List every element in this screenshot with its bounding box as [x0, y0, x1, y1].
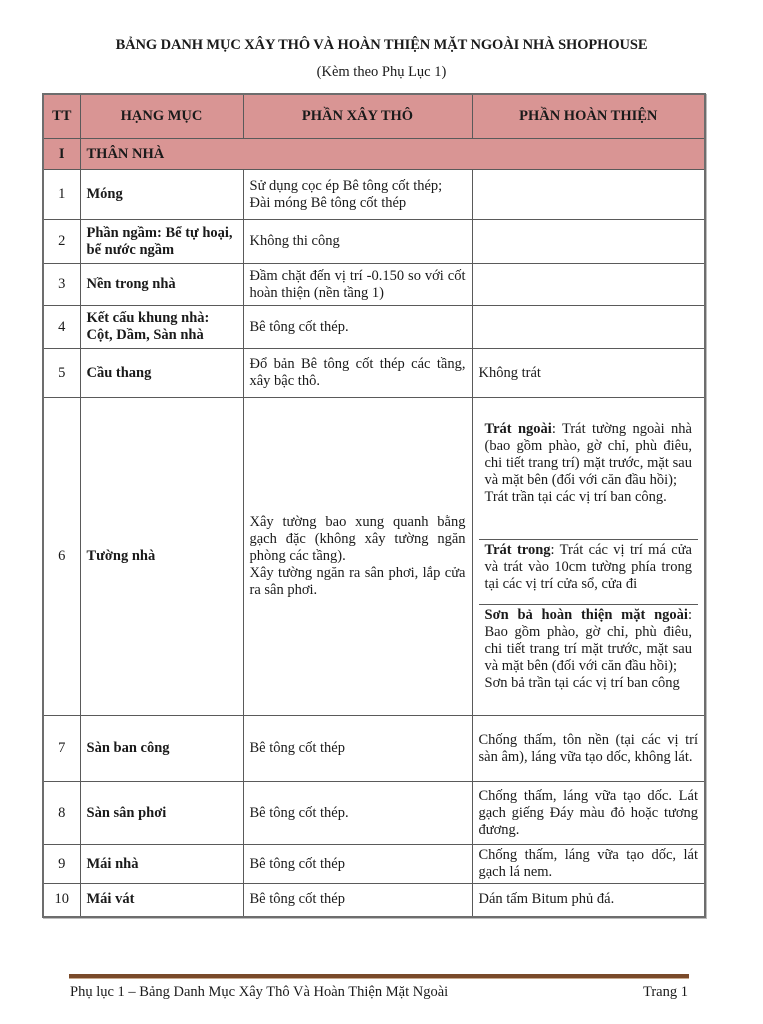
row-rough: Bê tông cốt thép. — [243, 306, 472, 349]
row-item: Cầu thang — [80, 349, 243, 398]
row-item: Kết cấu khung nhà: Cột, Dầm, Sàn nhà — [80, 306, 243, 349]
row-finish: Chống thấm, láng vữa tạo dốc, lát gạch lá nem. — [472, 845, 705, 884]
finish-part-label: Trát ngoài — [484, 421, 552, 437]
row-item: Nền trong nhà — [80, 264, 243, 306]
row-item: Mái vát — [80, 884, 243, 917]
construction-items-table — [42, 93, 706, 918]
row-number: 4 — [43, 306, 80, 349]
finish-part-interior-plaster — [479, 540, 699, 605]
header-rough: PHẦN XÂY THÔ — [243, 94, 472, 139]
finish-part-exterior-plaster — [479, 419, 699, 540]
table-header-row — [43, 94, 705, 139]
table-row — [43, 349, 705, 398]
document-subtitle: (Kèm theo Phụ Lục 1) — [316, 64, 447, 80]
table-row — [43, 716, 705, 782]
finish-part-text: : Bao gồm phào, gờ chỉ, phù điêu, chi tiết trang trí mặt trước, mặt sau và mặt bên (đối với căn đầu hồi); — [484, 607, 692, 674]
row-number: 7 — [43, 716, 80, 782]
header-finish: PHẦN HOÀN THIỆN — [472, 94, 705, 139]
row-finish — [472, 398, 705, 716]
row-finish: Dán tấm Bitum phủ đá. — [472, 884, 705, 917]
row-item: Phần ngầm: Bể tự hoại, bể nước ngầm — [80, 220, 243, 264]
table-row — [43, 845, 705, 884]
row-rough: Đổ bản Bê tông cốt thép các tầng, xây bậc thô. — [243, 349, 472, 398]
row-finish — [472, 170, 705, 220]
finish-part-exterior-paint — [479, 605, 699, 694]
row-number: 1 — [43, 170, 80, 220]
rough-line: Xây tường ngăn ra sân phơi, lắp cửa ra sân phơi. — [249, 565, 466, 598]
row-rough: Bê tông cốt thép — [243, 884, 472, 917]
rough-line: Đài móng Bê tông cốt thép — [249, 194, 407, 211]
row-number: 9 — [43, 845, 80, 884]
header-item: HẠNG MỤC — [80, 94, 243, 139]
rough-line: Sử dụng cọc ép Bê tông cốt thép; — [249, 177, 443, 194]
section-number: I — [43, 139, 80, 170]
table-row — [43, 264, 705, 306]
row-number: 6 — [43, 398, 80, 716]
row-rough: Không thi công — [243, 220, 472, 264]
row-finish — [472, 220, 705, 264]
row-rough — [243, 170, 472, 220]
header-tt: TT — [43, 94, 80, 139]
finish-part-text2: Sơn bả trần tại các vị trí ban công — [484, 675, 680, 691]
row-item: Tường nhà — [80, 398, 243, 716]
row-rough — [243, 398, 472, 716]
document-title: BẢNG DANH MỤC XÂY THÔ VÀ HOÀN THIỆN MẶT NGOÀI NHÀ SHOPHOUSE — [115, 37, 648, 53]
section-label: THÂN NHÀ — [80, 139, 705, 170]
finish-part-label: Trát trong — [484, 542, 551, 558]
rough-line: Xây tường bao xung quanh bằng gạch đặc (không xây tường ngăn phòng các tầng). — [249, 514, 466, 564]
finish-part-text2: Trát trần tại các vị trí ban công. — [484, 489, 667, 505]
footer-rule-shadow — [69, 978, 689, 979]
row-rough: Bê tông cốt thép. — [243, 782, 472, 845]
table-row — [43, 306, 705, 349]
row-number: 2 — [43, 220, 80, 264]
row-number: 8 — [43, 782, 80, 845]
row-item: Mái nhà — [80, 845, 243, 884]
finish-part-label: Sơn bả hoàn thiện mặt ngoài — [484, 607, 688, 623]
row-item: Sàn sân phơi — [80, 782, 243, 845]
row-item: Sàn ban công — [80, 716, 243, 782]
row-number: 5 — [43, 349, 80, 398]
row-rough: Bê tông cốt thép — [243, 845, 472, 884]
row-finish: Chống thấm, láng vữa tạo dốc. Lát gạch giếng Đáy màu đỏ hoặc tương đương. — [472, 782, 705, 845]
footer-title: Phụ lục 1 – Bảng Danh Mục Xây Thô Và Hoàn Thiện Mặt Ngoài — [70, 984, 449, 1000]
row-finish: Chống thấm, tôn nền (tại các vị trí sàn âm), láng vữa tạo dốc, không lát. — [472, 716, 705, 782]
table-row — [43, 170, 705, 220]
finish-part-text: : Trát tường ngoài nhà (bao gồm phào, gờ chỉ, phù điêu, chi tiết trang trí) mặt trước, mặt sau và mặt bên (đối với căn đầu hồi); — [484, 421, 692, 488]
row-finish — [472, 264, 705, 306]
row-rough: Đầm chặt đến vị trí -0.150 so với cốt hoàn thiện (nền tầng 1) — [243, 264, 472, 306]
row-number: 3 — [43, 264, 80, 306]
row-number: 10 — [43, 884, 80, 917]
table-row — [43, 398, 705, 716]
page-number: Trang 1 — [643, 984, 688, 1000]
row-item: Móng — [80, 170, 243, 220]
row-finish: Không trát — [472, 349, 705, 398]
finish-part-text: : Trát các vị trí má cửa và trát vào 10cm tường phía trong tại các vị trí cửa sổ, cửa đi — [484, 542, 692, 592]
row-finish — [472, 306, 705, 349]
table-row — [43, 220, 705, 264]
section-row — [43, 139, 705, 170]
table-row — [43, 884, 705, 917]
table-row — [43, 782, 705, 845]
row-rough: Bê tông cốt thép — [243, 716, 472, 782]
